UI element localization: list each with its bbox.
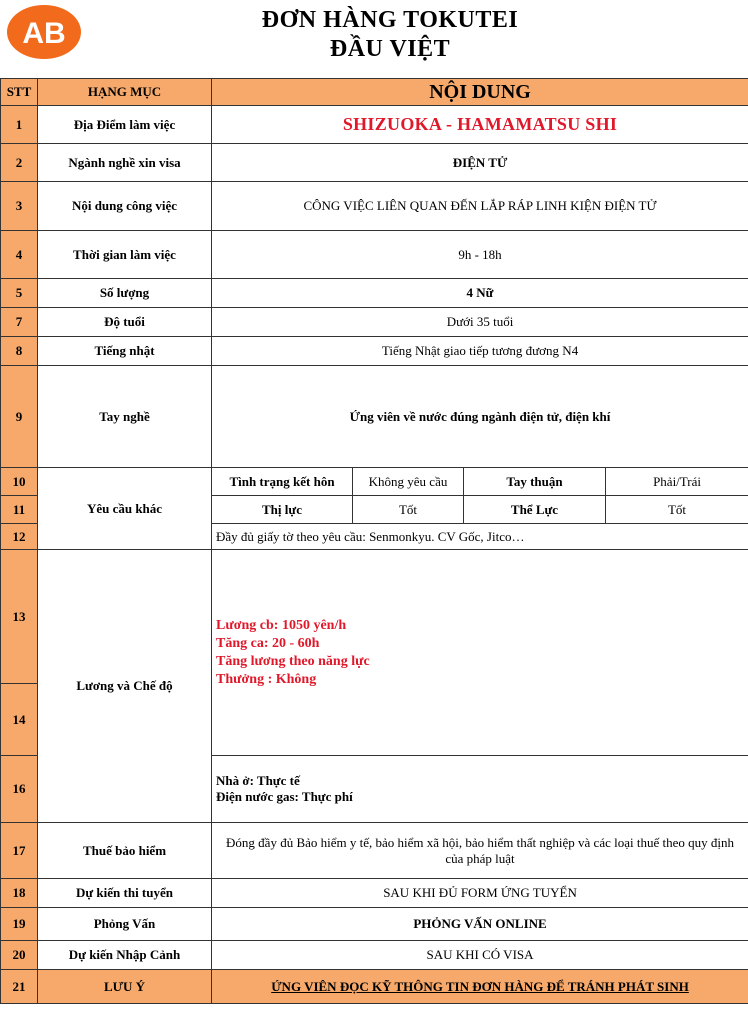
raise-policy: Tăng lương theo năng lực <box>216 653 370 669</box>
row-category: Số lượng <box>38 279 212 308</box>
row-number: 7 <box>1 308 38 337</box>
table-row <box>1 279 748 308</box>
bonus: Thưởng : Không <box>216 671 317 687</box>
row-number: 14 <box>1 684 38 756</box>
row-category: Dự kiến Nhập Cảnh <box>38 941 212 970</box>
row-number: 20 <box>1 941 38 970</box>
salary-benefits-label: Lương và Chế độ <box>38 550 212 823</box>
row-category: Tiếng nhật <box>38 337 212 366</box>
row-number: 11 <box>1 496 38 524</box>
eyesight-value: Tốt <box>353 496 464 524</box>
table-row <box>1 337 748 366</box>
table-row <box>1 468 748 496</box>
logo-text: AB <box>22 17 66 50</box>
row-number: 5 <box>1 279 38 308</box>
job-description: CÔNG VIỆC LIÊN QUAN ĐẾN LẮP RÁP LINH KIỆN ĐIỆN TỬ <box>212 182 748 231</box>
marital-status-label: Tình trạng kết hôn <box>212 468 353 496</box>
row-category: Thuế bảo hiểm <box>38 823 212 879</box>
table-row <box>1 970 748 1004</box>
table-header-row <box>1 79 748 106</box>
row-number: 9 <box>1 366 38 468</box>
quantity: 4 Nữ <box>212 279 748 308</box>
row-number: 2 <box>1 144 38 182</box>
row-number: 21 <box>1 970 38 1004</box>
dominant-hand-label: Tay thuận <box>464 468 606 496</box>
row-number: 19 <box>1 908 38 941</box>
fitness-value: Tốt <box>606 496 748 524</box>
age-limit: Dưới 35 tuổi <box>212 308 748 337</box>
note-content: ỨNG VIÊN ĐỌC KỸ THÔNG TIN ĐƠN HÀNG ĐỂ TRÁNH PHÁT SINH <box>212 970 748 1004</box>
row-number: 13 <box>1 550 38 684</box>
dominant-hand-value: Phải/Trái <box>606 468 748 496</box>
row-category: Độ tuổi <box>38 308 212 337</box>
japanese-level: Tiếng Nhật giao tiếp tương đương N4 <box>212 337 748 366</box>
marital-status-value: Không yêu cầu <box>353 468 464 496</box>
row-category: Địa Điểm làm việc <box>38 106 212 144</box>
documents-requirement: Đầy đủ giấy tờ theo yêu cầu: Senmonkyu. CV Gốc, Jitco… <box>212 524 748 550</box>
page-subtitle: ĐẦU VIỆT <box>329 36 451 62</box>
table-row <box>1 908 748 941</box>
eyesight-label: Thị lực <box>212 496 353 524</box>
header-content: NỘI DUNG <box>212 79 748 106</box>
row-number: 17 <box>1 823 38 879</box>
table-row <box>1 550 748 684</box>
table-row <box>1 106 748 144</box>
row-number: 1 <box>1 106 38 144</box>
table-row <box>1 823 748 879</box>
row-number: 12 <box>1 524 38 550</box>
row-number: 10 <box>1 468 38 496</box>
other-requirements-label: Yêu cầu khác <box>38 468 212 550</box>
interview-type: PHỎNG VẤN ONLINE <box>212 908 748 941</box>
table-row <box>1 941 748 970</box>
salary-details <box>212 550 748 756</box>
row-number: 4 <box>1 231 38 279</box>
table-row <box>1 366 748 468</box>
row-number: 18 <box>1 879 38 908</box>
living-costs <box>212 756 748 823</box>
visa-industry: ĐIỆN TỬ <box>212 144 748 182</box>
fitness-label: Thể Lực <box>464 496 606 524</box>
row-category: Ngành nghề xin visa <box>38 144 212 182</box>
note-label: LƯU Ý <box>38 970 212 1004</box>
table-row <box>1 144 748 182</box>
exam-schedule: SAU KHI ĐỦ FORM ỨNG TUYỂN <box>212 879 748 908</box>
header-stt: STT <box>1 79 38 106</box>
housing: Nhà ở: Thực tế <box>216 773 300 788</box>
company-logo <box>6 4 82 60</box>
page-title: ĐƠN HÀNG TOKUTEI <box>261 7 519 33</box>
work-location: SHIZUOKA - HAMAMATSU SHI <box>212 106 748 144</box>
base-salary: Lương cb: 1050 yên/h <box>216 617 347 633</box>
header-category: HẠNG MỤC <box>38 79 212 106</box>
table-row <box>1 879 748 908</box>
tax-insurance: Đóng đầy đủ Bảo hiểm y tế, bảo hiểm xã hội, bảo hiểm thất nghiệp và các loại thuế theo quy định của pháp luật <box>212 823 748 879</box>
job-order-table <box>0 78 748 1004</box>
row-number: 16 <box>1 756 38 823</box>
row-category: Nội dung công việc <box>38 182 212 231</box>
entry-schedule: SAU KHI CÓ VISA <box>212 941 748 970</box>
overtime: Tăng ca: 20 - 60h <box>216 635 320 651</box>
row-number: 3 <box>1 182 38 231</box>
table-row <box>1 231 748 279</box>
skill-requirement: Ứng viên về nước đúng ngành điện tử, điện khí <box>212 366 748 468</box>
row-category: Dự kiến thi tuyển <box>38 879 212 908</box>
row-category: Tay nghề <box>38 366 212 468</box>
table-row <box>1 308 748 337</box>
table-row <box>1 182 748 231</box>
row-category: Phỏng Vấn <box>38 908 212 941</box>
utilities: Điện nước gas: Thực phí <box>216 789 353 804</box>
working-hours: 9h - 18h <box>212 231 748 279</box>
row-number: 8 <box>1 337 38 366</box>
row-category: Thời gian làm việc <box>38 231 212 279</box>
